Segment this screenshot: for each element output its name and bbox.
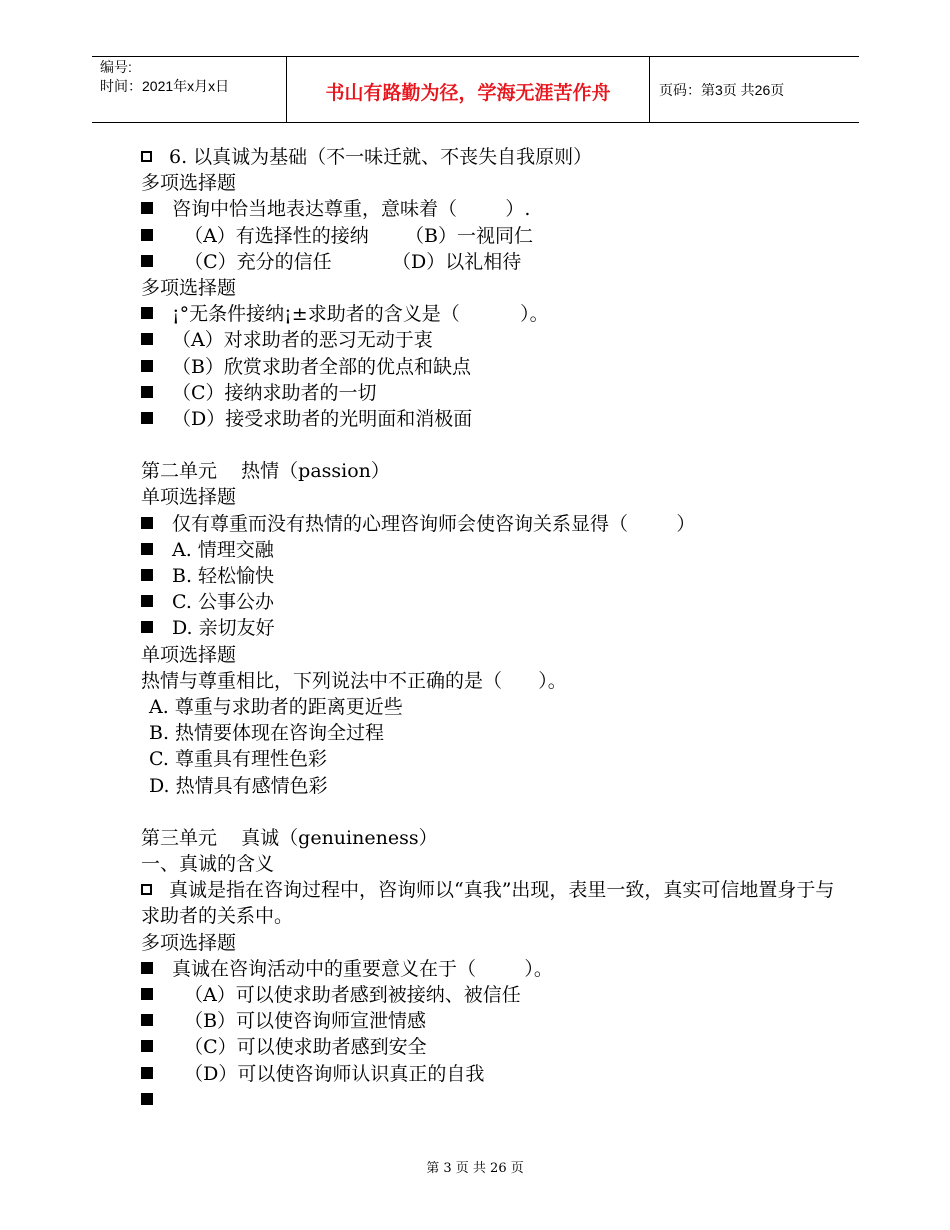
square-bullet-icon — [141, 1093, 153, 1105]
text-line — [141, 275, 841, 301]
line-text: 单项选择题 — [141, 486, 237, 509]
text-line — [141, 380, 841, 406]
text-line — [141, 877, 841, 929]
line-text: 6. 以真诚为基础（不一味迁就、不丧失自我原则） — [169, 146, 593, 168]
text-line — [141, 589, 841, 615]
text-line — [141, 144, 841, 170]
header-top-rule — [92, 56, 859, 57]
square-bullet-icon — [141, 202, 153, 214]
text-line — [141, 354, 841, 380]
line-text: D. 热情具有感情色彩 — [149, 774, 328, 797]
text-line — [141, 223, 841, 249]
line-text: （A）对求助者的恶习无动于衷 — [172, 329, 433, 352]
square-bullet-icon — [141, 229, 153, 241]
header-number-label: 编号: — [100, 59, 132, 75]
line-text: 咨询中恰当地表达尊重，意味着（ ）. — [172, 198, 531, 221]
line-text: 一、真诚的含义 — [141, 853, 275, 876]
page-footer: 第 3 页 共 26 页 — [426, 1161, 524, 1176]
text-line — [141, 773, 841, 799]
line-text: 单项选择题 — [141, 643, 237, 666]
square-bullet-icon — [141, 255, 153, 267]
line-text: D. 亲切友好 — [172, 617, 275, 640]
square-bullet-icon — [141, 412, 153, 424]
square-bullet-icon — [141, 1014, 153, 1026]
line-text: （A）有选择性的接纳 （B）一视同仁 — [172, 224, 534, 247]
square-bullet-icon — [141, 1040, 153, 1052]
text-line — [141, 746, 841, 772]
header-bottom-rule — [92, 122, 859, 123]
header-time-label: 时间：2021年x月x日 — [100, 78, 230, 94]
blank-line — [141, 799, 841, 825]
square-bullet-icon — [141, 595, 153, 607]
line-text: 多项选择题 — [141, 931, 237, 954]
line-text: （C）接纳求助者的一切 — [172, 381, 377, 404]
header-page-info: 页码：第3页 共26页 — [659, 82, 785, 98]
header-meta — [100, 58, 229, 96]
text-line — [141, 458, 841, 484]
square-bullet-icon — [141, 962, 153, 974]
line-text: A. 尊重与求助者的距离更近些 — [149, 695, 403, 718]
line-text: B. 热情要体现在咨询全过程 — [149, 722, 385, 745]
text-line — [141, 720, 841, 746]
text-line — [141, 484, 841, 510]
text-line — [141, 851, 841, 877]
text-line — [141, 1087, 841, 1113]
text-line — [141, 327, 841, 353]
line-text: C. 公事公办 — [172, 591, 274, 614]
text-line — [141, 406, 841, 432]
text-line — [141, 537, 841, 563]
text-line — [141, 668, 841, 694]
text-line — [141, 511, 841, 537]
square-bullet-icon — [141, 543, 153, 555]
square-bullet-icon — [141, 360, 153, 372]
line-text: （B）可以使咨询师宣泄情感 — [172, 1010, 427, 1033]
blank-line — [141, 432, 841, 458]
line-text: （A）可以使求助者感到被接纳、被信任 — [172, 984, 521, 1007]
header-motto: 书山有路勤为径，学海无涯苦作舟 — [325, 82, 611, 104]
text-line — [141, 249, 841, 275]
line-text: C. 尊重具有理性色彩 — [149, 748, 327, 771]
square-bullet-icon — [141, 333, 153, 345]
text-line — [141, 196, 841, 222]
checkbox-bullet-icon — [141, 884, 152, 895]
line-text: 多项选择题 — [141, 276, 237, 299]
header-divider-right — [649, 57, 650, 122]
line-text: A. 情理交融 — [172, 538, 274, 561]
line-text: 第三单元 真诚（genuineness） — [141, 826, 438, 849]
line-text: 多项选择题 — [141, 172, 237, 195]
line-text: （C）可以使求助者感到安全 — [172, 1036, 427, 1059]
text-line — [141, 642, 841, 668]
text-line — [141, 1034, 841, 1060]
square-bullet-icon — [141, 1067, 153, 1079]
text-line — [141, 1008, 841, 1034]
text-line — [141, 615, 841, 641]
square-bullet-icon — [141, 386, 153, 398]
square-bullet-icon — [141, 988, 153, 1000]
line-text: 第二单元 热情（passion） — [141, 460, 390, 483]
checkbox-bullet-icon — [141, 151, 152, 162]
text-line — [141, 694, 841, 720]
text-line — [141, 825, 841, 851]
text-line — [141, 301, 841, 327]
line-text: （C）充分的信任 （D）以礼相待 — [172, 250, 522, 273]
text-line — [141, 982, 841, 1008]
line-text: 仅有尊重而没有热情的心理咨询师会使咨询关系显得（ ） — [172, 512, 696, 535]
text-line — [141, 170, 841, 196]
line-text: B. 轻松愉快 — [172, 565, 275, 587]
line-text: （B）欣赏求助者全部的优点和缺点 — [172, 355, 471, 378]
line-text: 真诚在咨询活动中的重要意义在于（ ）。 — [172, 957, 553, 980]
text-line — [141, 956, 841, 982]
square-bullet-icon — [141, 621, 153, 633]
line-text: （D）可以使咨询师认识真正的自我 — [172, 1062, 485, 1085]
line-text: ¡°无条件接纳¡±求助者的含义是（ ）。 — [172, 303, 549, 326]
square-bullet-icon — [141, 307, 153, 319]
square-bullet-icon — [141, 569, 153, 581]
line-text: （D）接受求助者的光明面和消极面 — [172, 407, 473, 430]
text-line — [141, 563, 841, 589]
line-text: 真诚是指在咨询过程中，咨询师以“真我”出现，表里一致，真实可信地置身于与求助者的关系中。 — [141, 879, 835, 928]
document-body — [141, 144, 841, 1113]
square-bullet-icon — [141, 517, 153, 529]
line-text: 热情与尊重相比，下列说法中不正确的是（ ）。 — [141, 669, 567, 692]
text-line — [141, 930, 841, 956]
text-line — [141, 1061, 841, 1087]
